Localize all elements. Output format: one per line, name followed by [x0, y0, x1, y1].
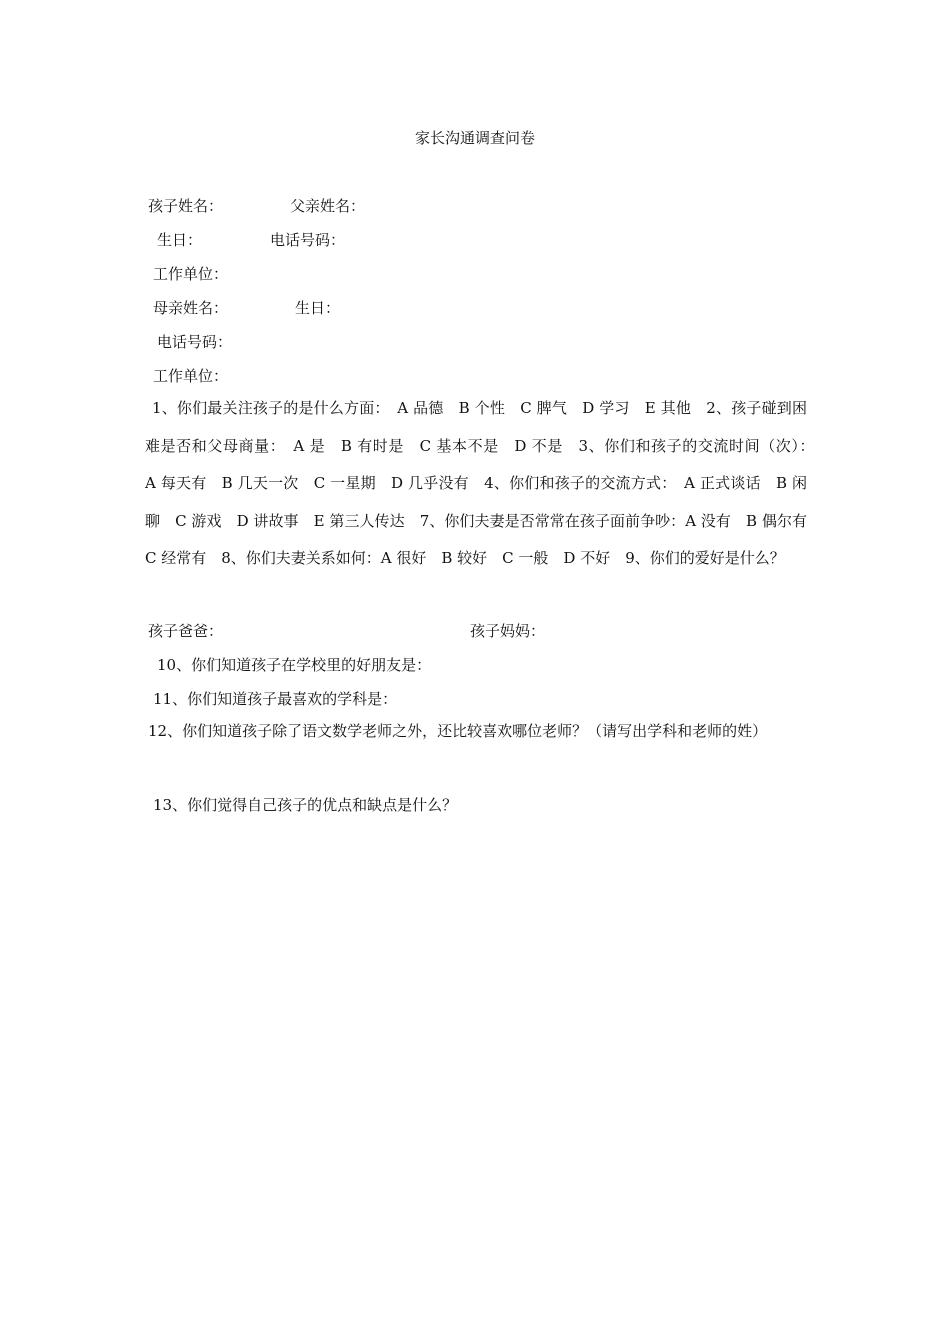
mother-phone-label: 电话号码：: [157, 333, 233, 351]
child-name-label: 孩子姓名：: [148, 197, 224, 215]
question-12: 12、你们知道孩子除了语文数学老师之外，还比较喜欢哪位老师？（请写出学科和老师的姓）: [148, 722, 768, 740]
father-work-label: 工作单位：: [153, 265, 229, 283]
hobby-mother-label: 孩子妈妈：: [470, 622, 546, 640]
mother-name-label: 母亲姓名：: [153, 299, 229, 317]
questions-block: 1、你们最关注孩子的是什么方面： A 品德 B 个性 C 脾气 D 学习 E 其他 2、孩子碰到困难是否和父母商量： A 是 B 有时是 C 基本不是 D 不是 3、你们和孩子的交流时间（次）： A 每天有 B 几天一次 C 一星期 D 几乎没有 4、你们和孩子的交流方式： A 正式谈话 B 闲聊 C 游戏 D 讲故事 E 第三人传达 7、你们夫妻是否常常在孩子面前争吵：A 没有 B 偶尔有 C 经常有 8、你们夫妻关系如何：A 很好 B 较好 C 一般 D 不好 9、你们的爱好是什么？: [145, 399, 823, 568]
father-birthday-label: 生日：: [157, 231, 203, 249]
father-name-label: 父亲姓名：: [290, 197, 366, 215]
mother-work-label: 工作单位：: [153, 367, 229, 385]
document-title: 家长沟通调查问卷: [414, 129, 535, 147]
father-phone-label: 电话号码：: [270, 231, 346, 249]
question-13: 13、你们觉得自己孩子的优点和缺点是什么？: [153, 796, 458, 814]
question-10: 10、你们知道孩子在学校里的好朋友是：: [157, 656, 432, 674]
question-11: 11、你们知道孩子最喜欢的学科是：: [153, 690, 398, 708]
mother-birthday-label: 生日：: [295, 299, 341, 317]
hobby-father-label: 孩子爸爸：: [148, 622, 224, 640]
